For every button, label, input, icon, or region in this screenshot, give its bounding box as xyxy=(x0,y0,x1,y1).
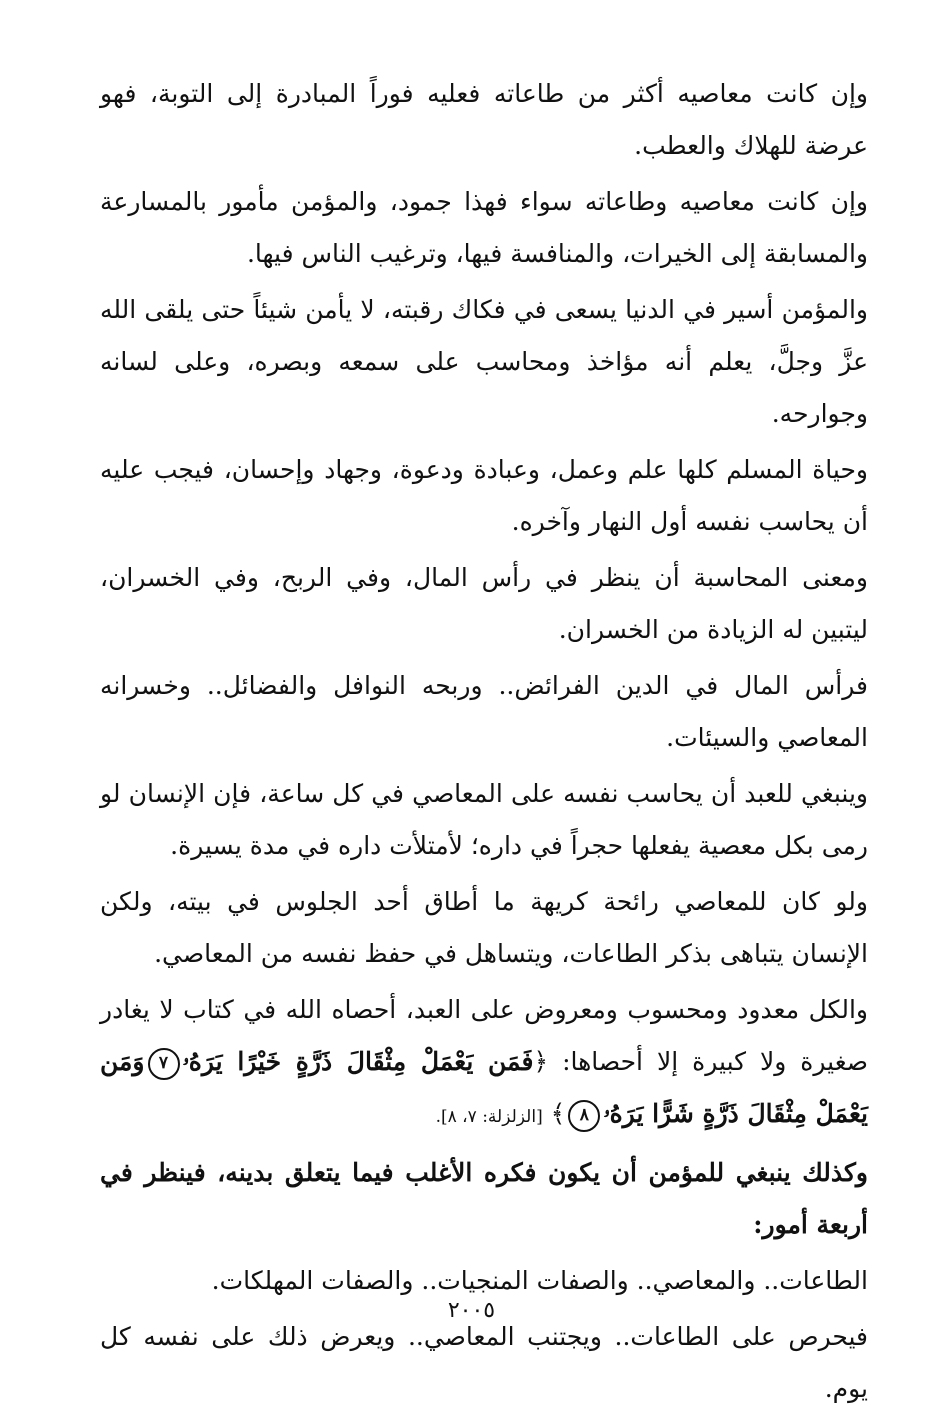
paragraph-daily-review: فيحرص على الطاعات.. ويجتنب المعاصي.. ويعرض ذلك على نفسه كل يوم. xyxy=(100,1322,868,1403)
paragraph-self-accounting: وينبغي للعبد أن يحاسب نفسه على المعاصي في كل ساعة، فإن الإنسان لو رمى بكل معصية يفعلها حجراً في داره؛ لأمتلأت داره في مدة يسيرة. xyxy=(100,779,868,860)
verse-eight: وَمَن يَعْمَلْ مِثْقَالَ ذَرَّةٍ شَرًّا يَرَهُۥ xyxy=(100,1047,868,1128)
paragraph-four-matters: وكذلك ينبغي للمؤمن أن يكون فكره الأغلب فيما يتعلق بدينه، فينظر في أربعة أمور: xyxy=(100,1158,868,1239)
paragraph-equal-deeds: وإن كانت معاصيه وطاعاته سواء فهذا جمود، والمؤمن مأمور بالمسارعة والمسابقة إلى الخيرات، والمنافسة فيها، وترغيب الناس فيها. xyxy=(100,187,868,268)
paragraph-four-items: الطاعات.. والمعاصي.. والصفات المنجيات.. والصفات المهلكات. xyxy=(211,1266,868,1295)
quote-intro: والكل معدود ومحسوب ومعروض على العبد، أحصاه الله في كتاب لا يغادر صغيرة ولا كبيرة إلا أحصاها: xyxy=(100,995,868,1076)
paragraph-quran-quote xyxy=(100,984,868,1143)
verse-seven: فَمَن يَعْمَلْ مِثْقَالَ ذَرَّةٍ خَيْرًا يَرَهُۥ xyxy=(182,1047,534,1076)
paragraph-smell-of-sins: ولو كان للمعاصي رائحة كريهة ما أطاق أحد الجلوس في بيته، ولكن الإنسان يتباهى بذكر الطاعات، ويتساهل في حفظ نفسه من المعاصي. xyxy=(100,887,868,968)
body-text xyxy=(100,68,868,1419)
ayah-number-seven: ٧ xyxy=(148,1048,180,1080)
paragraph-captive-believer: والمؤمن أسير في الدنيا يسعى في فكاك رقبته، لا يأمن شيئاً حتى يلقى الله عزَّ وجلَّ، يعلم أنه مؤاخذ ومحاسب على سمعه وبصره، وعلى لسانه وجوارحه. xyxy=(100,295,868,428)
paragraph-muslim-life: وحياة المسلم كلها علم وعمل، وعبادة ودعوة، وجهاد وإحسان، فيجب عليه أن يحاسب نفسه أول النهار وآخره. xyxy=(100,455,868,536)
close-ornate-bracket: ﴾ xyxy=(550,1099,566,1128)
paragraph-capital: فرأس المال في الدين الفرائض.. وربحه النوافل والفضائل.. وخسرانه المعاصي والسيئات. xyxy=(100,671,868,752)
paragraph-accounting-meaning: ومعنى المحاسبة أن ينظر في رأس المال، وفي الربح، وفي الخسران، ليتبين له الزيادة من الخسران. xyxy=(100,563,868,644)
page-number: ٢٠٠٥ xyxy=(447,1298,496,1323)
surah-reference: [الزلزلة: ٧، ٨]. xyxy=(435,1107,543,1127)
paragraph-repentance: وإن كانت معاصيه أكثر من طاعاته فعليه فوراً المبادرة إلى التوبة، فهو عرضة للهلاك والعطب. xyxy=(100,79,868,160)
ayah-number-eight: ٨ xyxy=(568,1100,600,1132)
open-ornate-bracket: ﴿ xyxy=(533,1047,549,1076)
